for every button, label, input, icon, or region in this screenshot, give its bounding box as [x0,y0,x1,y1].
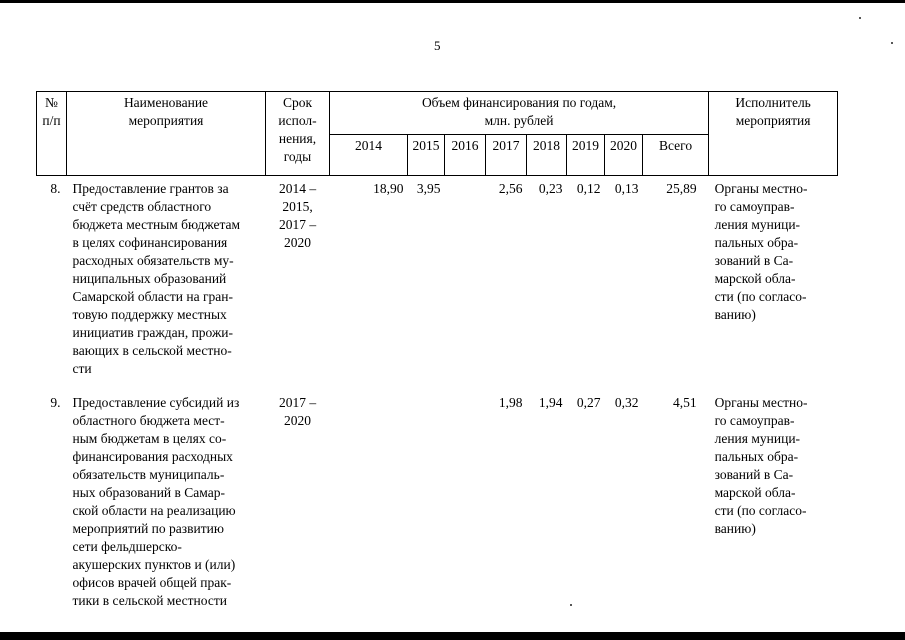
header-year: 2014 [330,135,408,176]
header-name: Наименование мероприятия [67,92,266,176]
text-line: ниципальных образований [72,271,227,286]
header-total: Всего [643,135,709,176]
text-line: финансирования расходных [72,449,233,464]
value-2020: 0,32 [614,395,639,410]
text-line: Предоставление субсидий из [72,395,240,410]
value-2016 [445,390,486,610]
page-number: 5 [434,38,441,53]
value-2017: 2,56 [498,181,523,196]
text-line: вающих в сельской местно- [72,343,232,358]
text-line: в целях софинансирования [72,235,228,250]
text-line: акушерских пунктов и (или) [72,557,236,572]
row-number: 9. [50,395,61,410]
value-2015 [408,390,445,610]
text-line: сти [72,361,92,376]
execution-term: 2014 – 2015, 2017 – 2020 [278,181,317,250]
header-term: Срок испол- нения, годы [266,92,330,176]
value-2016 [445,176,486,379]
financing-table [36,91,838,610]
text-line: ных образований в Самар- [72,485,225,500]
text-line: ным бюджетам в целях со- [72,431,227,446]
value-2014: 18,90 [373,181,404,196]
execution-term: 2017 – 2020 [278,395,317,428]
text-line: обязательств муниципаль- [72,467,225,482]
text-line: бюджета местным бюджетам [72,217,241,232]
text-line: расходных обязательств му- [72,253,234,268]
header-year: 2017 [486,135,527,176]
text-line: Предоставление грантов за [72,181,229,196]
text-line: офисов врачей общей прак- [72,575,232,590]
table-row [37,390,838,610]
value-2019: 0,12 [576,181,601,196]
header-year: 2016 [445,135,486,176]
header-executor: Исполнитель мероприятия [709,92,838,176]
text-line: ской области на реализацию [72,503,236,518]
table-row [37,176,838,379]
value-2017: 1,98 [498,395,523,410]
text-line: товую поддержку местных [72,307,227,322]
table-header [37,92,838,176]
header-financing: Объем финансирования по годам, млн. рублей [330,92,709,135]
text-line: счёт средств областного [72,199,212,214]
header-year: 2020 [605,135,643,176]
measure-name [67,176,266,379]
text-line: сети фельдшерско- [72,539,182,554]
scan-bottom-border [0,632,905,640]
scan-speck [859,17,861,19]
text-line: Самарской области на гран- [72,289,233,304]
value-2018: 1,94 [538,395,563,410]
header-year: 2018 [527,135,567,176]
scan-top-border [0,0,905,3]
scan-speck [891,42,893,44]
text-line: инициатив граждан, прожи- [72,325,234,340]
value-2020: 0,13 [614,181,639,196]
text-line: мероприятий по развитию [72,521,224,536]
header-year: 2015 [408,135,445,176]
row-number: 8. [50,181,61,196]
value-total: 25,89 [666,181,697,196]
row-spacer [37,378,838,390]
value-2019: 0,27 [576,395,601,410]
header-year: 2019 [567,135,605,176]
measure-name [67,390,266,610]
table-body [37,176,838,611]
value-total: 4,51 [672,395,697,410]
executor: Органы местно- го самоуправ- ления муници- пальных обра- зований в Са- марской обла- сти (по согласо- ванию) [714,181,808,322]
value-2018: 0,23 [538,181,563,196]
value-2014 [330,390,408,610]
text-line: областного бюджета мест- [72,413,225,428]
value-2015: 3,95 [416,181,441,196]
header-number: № п/п [37,92,67,176]
text-line: тики в сельской местности [72,593,227,608]
executor: Органы местно- го самоуправ- ления муници- пальных обра- зований в Са- марской обла- сти (по согласо- ванию) [714,395,808,536]
